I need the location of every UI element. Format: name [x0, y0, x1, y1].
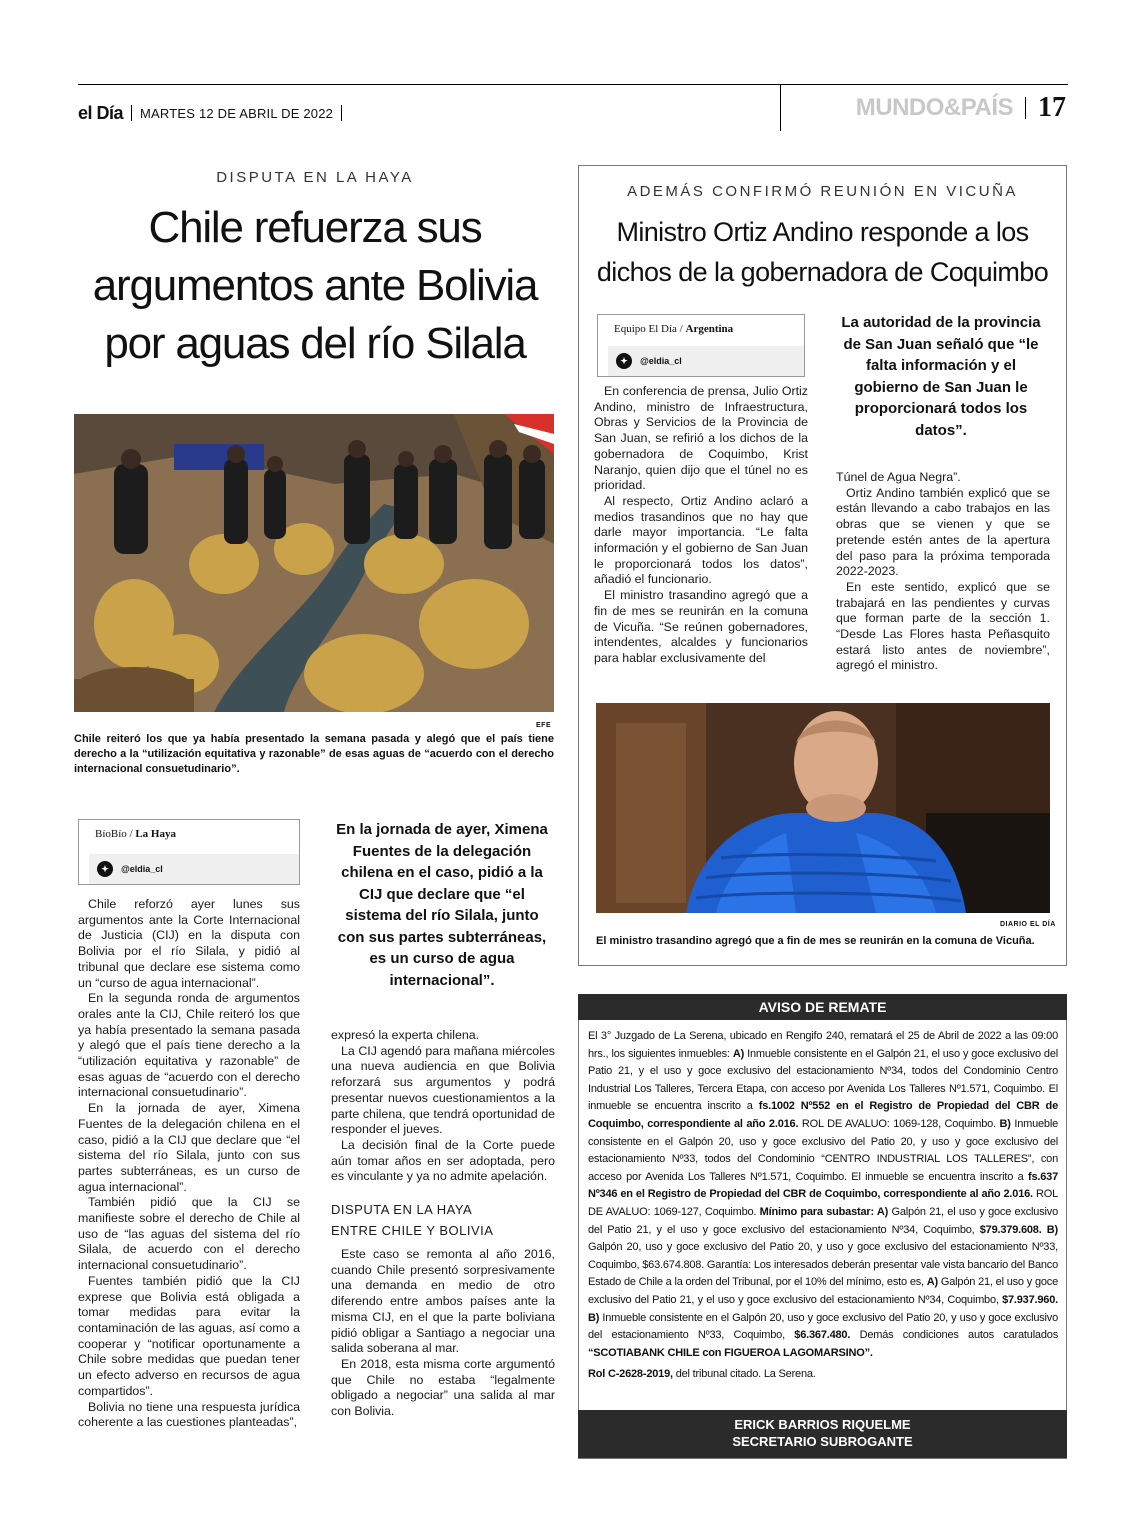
section-name: MUNDO&PAÍS [855, 94, 1013, 121]
text-run: ROL DE AVALUO: 1069-128, Coquimbo. [798, 1117, 1000, 1130]
byline-box [597, 314, 805, 377]
photo-caption: El ministro trasandino agregó que a fin de mes se reunirán en la comuna de Vicuña. [596, 935, 1035, 947]
paragraph: En este sentido, explicó que se trabajará en las pendientes y curvas que forman parte de la sección 1. “Desde Las Flores hasta Peñasquito estará listo antes de noviembre”, agregó el ministro. [836, 579, 1050, 673]
paragraph: Chile reforzó ayer lunes sus argumentos ante la Corte Internacional de Justicia (CIJ) en la disputa con Bolivia por el río Silala, y pidió al tribunal que declare ese sistema como un “curso de agua internacional”. [78, 897, 300, 990]
paragraph: Túnel de Agua Negra”. [836, 470, 961, 484]
paragraph: Al respecto, Ortiz Andino aclaró a medios trasandinos que no hay que darle mayor importancia. “Le falta información y el gobierno de San Juan le proporcionará todos los datos”, añadió el funcionario. [594, 493, 808, 587]
twitter-handle-bar [608, 346, 804, 376]
pull-quote: La autoridad de la provincia de San Juan señaló que “le falta información y el gobierno de San Juan le proporcionará todos los datos”. [841, 314, 1041, 439]
text-run: Inmueble consistente en el Galpón 20, uso y goce exclusivo del Patio 20, y uso y goce exclusivo del estacionamiento Nº33, Coquimbo, [588, 1311, 1058, 1342]
text-run: $79.379.608. B) [979, 1223, 1058, 1236]
article-headline: Chile refuerza sus argumentos ante Bolivia por aguas del río Silala [92, 203, 538, 368]
paragraph: Fuentes también pidió que la CIJ exprese que Bolivia está obligada a tomar medidas para evitar la contaminación de las aguas, así como a cooperar y “notificar oportunamente a Chile sobre medidas que puedan tener un efecto adverso en recursos de agua compartidos”. [78, 1273, 300, 1398]
text-run: $7.937.960. [1002, 1293, 1058, 1306]
twitter-icon: ✦ [616, 353, 632, 369]
divider [1025, 97, 1026, 119]
newspaper-logo: el Día [78, 102, 124, 123]
auction-notice-body [588, 1028, 1058, 1384]
paragraph: En 2018, esta misma corte argumentó que Chile no estaba “legalmente obligado a negociar” una salida al mar con Bolivia. [331, 1356, 555, 1419]
text-run: ROL DE AVALUO: 1069-127, Coquimbo. [588, 1188, 1058, 1218]
auction-notice-title: AVISO DE REMATE [578, 994, 1067, 1020]
article-kicker: DISPUTA EN LA HAYA [216, 169, 414, 186]
paragraph: Este caso se remonta al año 2016, cuando Chile presentó sorpresivamente una demanda en medio de otro diferendo entre ambos países ante la misma CIJ, en el que la parte boliviana pidió obligar a Santiago a negociar una salida soberana al mar. [331, 1247, 555, 1356]
text-run: Inmueble consistente en el Galpón 21, el uso y goce exclusivo del Patio 21, y el uso y goce exclusivo del estacionamiento Nº34, todos del Condominio Centro Industrial Los Talleres, Tercera Etapa, con acceso por Avenida Los Talleres Nº1.571, Coquimbo. El inmueble se encuentra inscrito a [588, 1047, 1058, 1113]
twitter-handle[interactable]: @eldia_cl [640, 356, 682, 366]
article-photo-silala [74, 414, 554, 712]
river-landscape-image [74, 414, 554, 712]
text-run: Galpón 21, el uso y goce exclusivo del Patio 21, y el uso y goce exclusivo del estacionamiento Nº34, Coquimbo, [588, 1276, 1058, 1306]
byline-place: Argentina [685, 323, 734, 335]
sidebar-kicker: ADEMÁS CONFIRMÓ REUNIÓN EN VICUÑA [627, 183, 1018, 200]
sidebar-headline: Ministro Ortiz Andino responde a los dichos de la gobernadora de Coquimbo [596, 217, 1049, 287]
issue-date: MARTES 12 DE ABRIL DE 2022 [140, 105, 334, 121]
auction-notice-paragraph [588, 1366, 1058, 1384]
twitter-handle[interactable]: @eldia_cl [121, 864, 163, 874]
twitter-handle-bar [89, 854, 299, 884]
paragraph: El ministro trasandino agregó que a fin de mes se reunirán en la comuna de Vicuña. “Se reúnen gobernadores, intendentes, alcaldes y funcionarios para hablar exclusivamente del [594, 588, 808, 665]
photo-credit: EFE [536, 722, 552, 729]
masthead [78, 100, 342, 126]
text-run: B) [999, 1117, 1011, 1130]
subheading [331, 1199, 555, 1241]
text-run: fs.1002 Nº552 en el Registro de Propiedad del CBR de Coquimbo, correspondiente al año 2.016. [588, 1100, 1058, 1130]
text-run: Galpón 20, uso y goce exclusivo del Patio 20, y uso y goce exclusivo del estacionamiento Nº33, Coquimbo, $63.674.808. Garantía: Los interesados deberán presentar vale vista bancario del Banco Estado de Chile a la orden del Tribunal, por el 10% del mínimo, esto es, [588, 1241, 1059, 1289]
sidebar-body-column-1 [594, 384, 808, 667]
paragraph: En conferencia de prensa, Julio Ortiz Andino, ministro de Infraestructura, Obras y Servicios de la Provincia de San Juan, se refirió a los dichos de la gobernadora de Coquimbo, Krist Naranjo, quien dijo que el túnel no es prioridad. [594, 384, 808, 493]
body-column-1 [78, 897, 300, 1431]
text-run: Mínimo para subastar: A) [759, 1205, 889, 1218]
byline-box [78, 819, 300, 885]
paragraph: La decisión final de la Corte puede aún tomar años en ser adoptada, pero es vinculante y ya no admite apelación. [331, 1137, 555, 1184]
text-run: B) [588, 1311, 600, 1324]
byline-source: BíoBío / [95, 828, 133, 840]
paragraph: En la jornada de ayer, Ximena Fuentes de la delegación chilena en el caso, pidió a la CIJ que declare que “el sistema del río Silala, junto con sus partes subterráneas, es un curso de agua internacional”. [78, 1101, 300, 1194]
text-run: A) [926, 1276, 939, 1289]
byline-place: La Haya [135, 828, 176, 840]
photo-credit: DIARIO EL DÍA [1000, 921, 1056, 928]
photo-caption: Chile reiteró los que ya había presentado la semana pasada y alegó que el país tiene derecho a la “utilización equitativa y razonable” de esas aguas de “acuerdo con el derecho internacional consuetudinario”. [74, 733, 554, 775]
paragraph: La CIJ agendó para mañana miércoles una nueva audiencia en que Bolivia reforzará sus argumentos y podrá presentar nuevos cuestionamientos a la parte chilena, que tendrá oportunidad de responder el jueves. [331, 1043, 555, 1137]
twitter-icon: ✦ [97, 861, 113, 877]
minister-photo [596, 703, 1050, 913]
byline-source: Equipo El Día / [614, 323, 683, 335]
minister-portrait-image [596, 703, 1050, 913]
paragraph: También pidió que la CIJ se manifieste sobre el derecho de Chile al uso de “las aguas del sistema del río Silala, de acuerdo con el derecho internacional consuetudinario”. [78, 1195, 300, 1273]
text-run: Rol C-2628-2019, [588, 1368, 673, 1381]
paragraph: En la segunda ronda de argumentos orales ante la CIJ, Chile reiteró los que ya había presentado la semana pasada y alegó que el país tiene derecho a la “utilización equitativa y razonable” de esas aguas de “acuerdo con el derecho internacional consuetudinario”. [78, 991, 300, 1100]
text-run: fs.637 Nº346 en el Registro de Propiedad del CBR de Coquimbo, correspondiente al año 2.016. [588, 1170, 1058, 1201]
paragraph: Ortiz Andino también explicó que se están llevando a cabo trabajos en las obras que se vienen y que se pretende estén antes de la apertura del paso para la próxima temporada 2022-2023. [836, 485, 1050, 579]
body-column-2 [331, 1028, 555, 1420]
sidebar-body-column-2 [836, 470, 1050, 674]
byline-text [598, 315, 804, 341]
paragraph: expresó la experta chilena. [331, 1028, 480, 1042]
auction-notice-paragraph [588, 1028, 1058, 1362]
text-run: El 3° Juzgado de La Serena, ubicado en Rengifo 240, rematará el 25 de Abril de 2022 a las 09:00 hrs., los siguientes inmuebles: [588, 1030, 1058, 1060]
text-run: Inmueble consistente en el Galpón 20, uso y goce exclusivo del Patio 20, y uso y goce exclusivo del estacionamiento Nº33, todos del Condominio “CENTRO INDUSTRIAL LOS TALLERES”, con acceso por Avenida Los Talleres Nº1.571, Coquimbo. El inmueble se encuentra inscrito a [588, 1117, 1059, 1183]
paragraph: Bolivia no tiene una respuesta jurídica coherente a las cuestiones planteadas”, [78, 1399, 300, 1430]
pull-quote: En la jornada de ayer, Ximena Fuentes de la delegación chilena en el caso, pidió a la CIJ que declare que “el sistema del río Silala, junto con sus partes subterráneas, es un curso de agua internacional”. [336, 821, 548, 989]
signature-title: SECRETARIO SUBROGANTE [732, 1434, 913, 1449]
byline-text [79, 820, 299, 846]
text-run: “SCOTIABANK CHILE con FIGUEROA LAGOMARSINO”. [588, 1346, 873, 1359]
divider [131, 105, 132, 121]
text-run: del tribunal citado. La Serena. [672, 1368, 816, 1381]
section-header [780, 85, 1068, 131]
page-number: 17 [1038, 92, 1066, 123]
text-run: Galpón 21, el uso y goce exclusivo del Patio 21, y el uso y goce exclusivo del estacionamiento Nº34, Coquimbo, [588, 1205, 1058, 1236]
subheading-line: ENTRE CHILE Y BOLIVIA [331, 1223, 494, 1239]
text-run: Demás condiciones autos caratulados [850, 1329, 1058, 1342]
text-run: A) [732, 1047, 745, 1060]
subheading-line: DISPUTA EN LA HAYA [331, 1202, 473, 1218]
divider [341, 105, 342, 121]
signature-name: ERICK BARRIOS RIQUELME [734, 1417, 911, 1432]
text-run: $6.367.480. [794, 1329, 851, 1342]
auction-notice-signature [578, 1410, 1067, 1458]
